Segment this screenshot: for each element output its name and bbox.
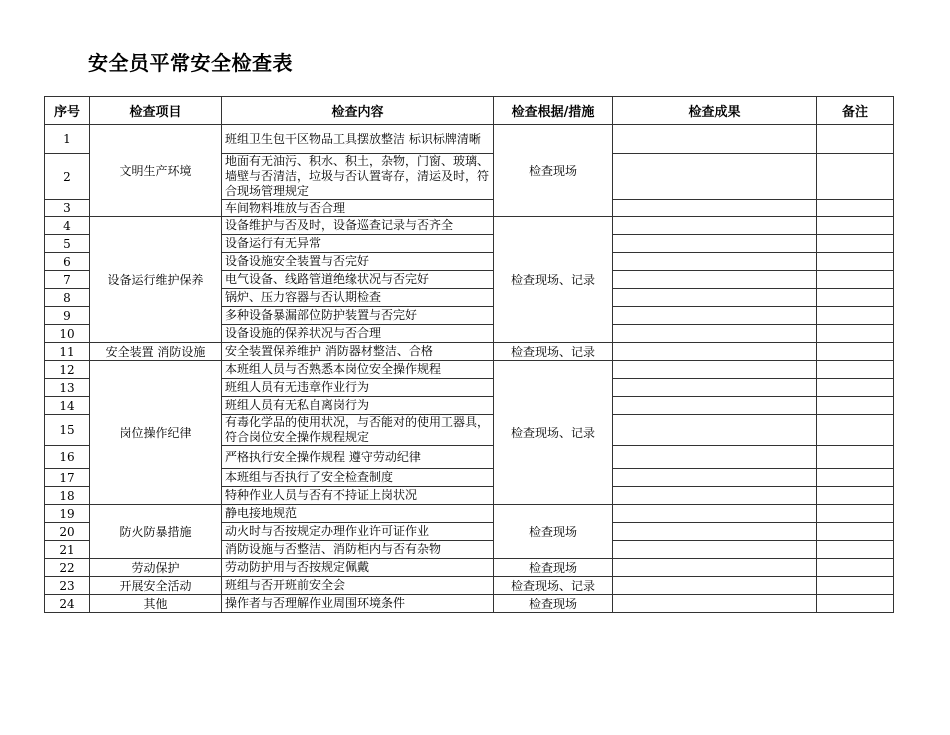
result-cell[interactable]	[613, 541, 817, 559]
note-cell[interactable]	[817, 361, 894, 379]
header-result: 检查成果	[613, 97, 817, 125]
header-content: 检查内容	[222, 97, 494, 125]
check-basis: 检查现场、记录	[494, 577, 613, 595]
note-cell[interactable]	[817, 217, 894, 235]
row-number: 1	[45, 125, 90, 154]
result-cell[interactable]	[613, 469, 817, 487]
note-cell[interactable]	[817, 559, 894, 577]
check-content: 特种作业人员与否有不持证上岗状况	[222, 487, 494, 505]
result-cell[interactable]	[613, 307, 817, 325]
check-item: 劳动保护	[90, 559, 222, 577]
note-cell[interactable]	[817, 415, 894, 446]
check-content: 静电接地规范	[222, 505, 494, 523]
result-cell[interactable]	[613, 577, 817, 595]
note-cell[interactable]	[817, 541, 894, 559]
check-content: 班组与否开班前安全会	[222, 577, 494, 595]
check-content: 锅炉、压力容器与否认期检查	[222, 289, 494, 307]
page-title: 安全员平常安全检查表	[88, 51, 293, 75]
row-number: 16	[45, 446, 90, 469]
header-basis: 检查根据/措施	[494, 97, 613, 125]
result-cell[interactable]	[613, 446, 817, 469]
result-cell[interactable]	[613, 289, 817, 307]
row-number: 22	[45, 559, 90, 577]
result-cell[interactable]	[613, 325, 817, 343]
row-number: 8	[45, 289, 90, 307]
result-cell[interactable]	[613, 487, 817, 505]
check-basis: 检查现场、记录	[494, 361, 613, 505]
note-cell[interactable]	[817, 125, 894, 154]
table-row	[45, 217, 894, 235]
check-content: 设备设施的保养状况与否合理	[222, 325, 494, 343]
result-cell[interactable]	[613, 343, 817, 361]
result-cell[interactable]	[613, 415, 817, 446]
check-content: 地面有无油污、积水、积土，杂物，门窗、玻璃、墙壁与否清洁，垃圾与否认置寄存，清运及时，符合现场管理规定	[222, 154, 494, 200]
check-content: 严格执行安全操作规程 遵守劳动纪律	[222, 446, 494, 469]
row-number: 17	[45, 469, 90, 487]
check-content: 班组人员有无违章作业行为	[222, 379, 494, 397]
table-row	[45, 595, 894, 613]
note-cell[interactable]	[817, 271, 894, 289]
row-number: 24	[45, 595, 90, 613]
result-cell[interactable]	[613, 397, 817, 415]
check-basis: 检查现场、记录	[494, 217, 613, 343]
row-number: 20	[45, 523, 90, 541]
note-cell[interactable]	[817, 253, 894, 271]
check-content: 劳动防护用与否按规定佩戴	[222, 559, 494, 577]
result-cell[interactable]	[613, 271, 817, 289]
check-content: 本班组人员与否熟悉本岗位安全操作规程	[222, 361, 494, 379]
check-content: 动火时与否按规定办理作业许可证作业	[222, 523, 494, 541]
row-number: 5	[45, 235, 90, 253]
check-basis: 检查现场	[494, 595, 613, 613]
result-cell[interactable]	[613, 559, 817, 577]
header-note: 备注	[817, 97, 894, 125]
note-cell[interactable]	[817, 446, 894, 469]
result-cell[interactable]	[613, 523, 817, 541]
note-cell[interactable]	[817, 154, 894, 200]
table-row	[45, 577, 894, 595]
note-cell[interactable]	[817, 379, 894, 397]
result-cell[interactable]	[613, 235, 817, 253]
inspection-table	[44, 96, 894, 613]
check-item: 设备运行维护保养	[90, 217, 222, 343]
row-number: 15	[45, 415, 90, 446]
row-number: 4	[45, 217, 90, 235]
check-basis: 检查现场、记录	[494, 343, 613, 361]
row-number: 6	[45, 253, 90, 271]
note-cell[interactable]	[817, 469, 894, 487]
result-cell[interactable]	[613, 253, 817, 271]
table-row	[45, 361, 894, 379]
row-number: 2	[45, 154, 90, 200]
row-number: 11	[45, 343, 90, 361]
result-cell[interactable]	[613, 595, 817, 613]
row-number: 19	[45, 505, 90, 523]
check-basis: 检查现场	[494, 505, 613, 559]
note-cell[interactable]	[817, 397, 894, 415]
check-content: 设备设施安全装置与否完好	[222, 253, 494, 271]
note-cell[interactable]	[817, 307, 894, 325]
check-content: 操作者与否理解作业周围环境条件	[222, 595, 494, 613]
table-row	[45, 343, 894, 361]
check-content: 设备运行有无异常	[222, 235, 494, 253]
check-content: 本班组与否执行了安全检查制度	[222, 469, 494, 487]
check-content: 多种设备暴漏部位防护装置与否完好	[222, 307, 494, 325]
note-cell[interactable]	[817, 325, 894, 343]
table-row	[45, 125, 894, 154]
note-cell[interactable]	[817, 235, 894, 253]
result-cell[interactable]	[613, 505, 817, 523]
row-number: 3	[45, 200, 90, 217]
check-basis: 检查现场	[494, 559, 613, 577]
check-content: 班组人员有无私自离岗行为	[222, 397, 494, 415]
result-cell[interactable]	[613, 217, 817, 235]
result-cell[interactable]	[613, 125, 817, 154]
note-cell[interactable]	[817, 289, 894, 307]
header-no: 序号	[45, 97, 90, 125]
check-item: 文明生产环境	[90, 125, 222, 217]
row-number: 7	[45, 271, 90, 289]
check-content: 安全装置保养维护 消防器材整洁、合格	[222, 343, 494, 361]
check-content: 电气设备、线路管道绝缘状况与否完好	[222, 271, 494, 289]
check-content: 班组卫生包干区物品工具摆放整洁 标识标牌清晰	[222, 125, 494, 154]
table-body	[45, 125, 894, 613]
check-item: 防火防暴措施	[90, 505, 222, 559]
check-item: 岗位操作纪律	[90, 361, 222, 505]
note-cell[interactable]	[817, 487, 894, 505]
check-basis: 检查现场	[494, 125, 613, 217]
result-cell[interactable]	[613, 379, 817, 397]
row-number: 18	[45, 487, 90, 505]
check-content: 有毒化学品的使用状况，与否能对的使用工器具，符合岗位安全操作规程规定	[222, 415, 494, 446]
result-cell[interactable]	[613, 154, 817, 200]
check-content: 消防设施与否整洁、消防柜内与否有杂物	[222, 541, 494, 559]
check-content: 设备维护与否及时，设备巡查记录与否齐全	[222, 217, 494, 235]
note-cell[interactable]	[817, 505, 894, 523]
note-cell[interactable]	[817, 343, 894, 361]
note-cell[interactable]	[817, 200, 894, 217]
table-row	[45, 559, 894, 577]
result-cell[interactable]	[613, 361, 817, 379]
check-content: 车间物料堆放与否合理	[222, 200, 494, 217]
note-cell[interactable]	[817, 595, 894, 613]
row-number: 9	[45, 307, 90, 325]
row-number: 10	[45, 325, 90, 343]
check-item: 开展安全活动	[90, 577, 222, 595]
note-cell[interactable]	[817, 523, 894, 541]
row-number: 14	[45, 397, 90, 415]
check-item: 安全装置 消防设施	[90, 343, 222, 361]
note-cell[interactable]	[817, 577, 894, 595]
row-number: 21	[45, 541, 90, 559]
check-item: 其他	[90, 595, 222, 613]
row-number: 13	[45, 379, 90, 397]
header-item: 检查项目	[90, 97, 222, 125]
result-cell[interactable]	[613, 200, 817, 217]
table-row	[45, 505, 894, 523]
row-number: 23	[45, 577, 90, 595]
row-number: 12	[45, 361, 90, 379]
table-header-row	[45, 97, 894, 125]
